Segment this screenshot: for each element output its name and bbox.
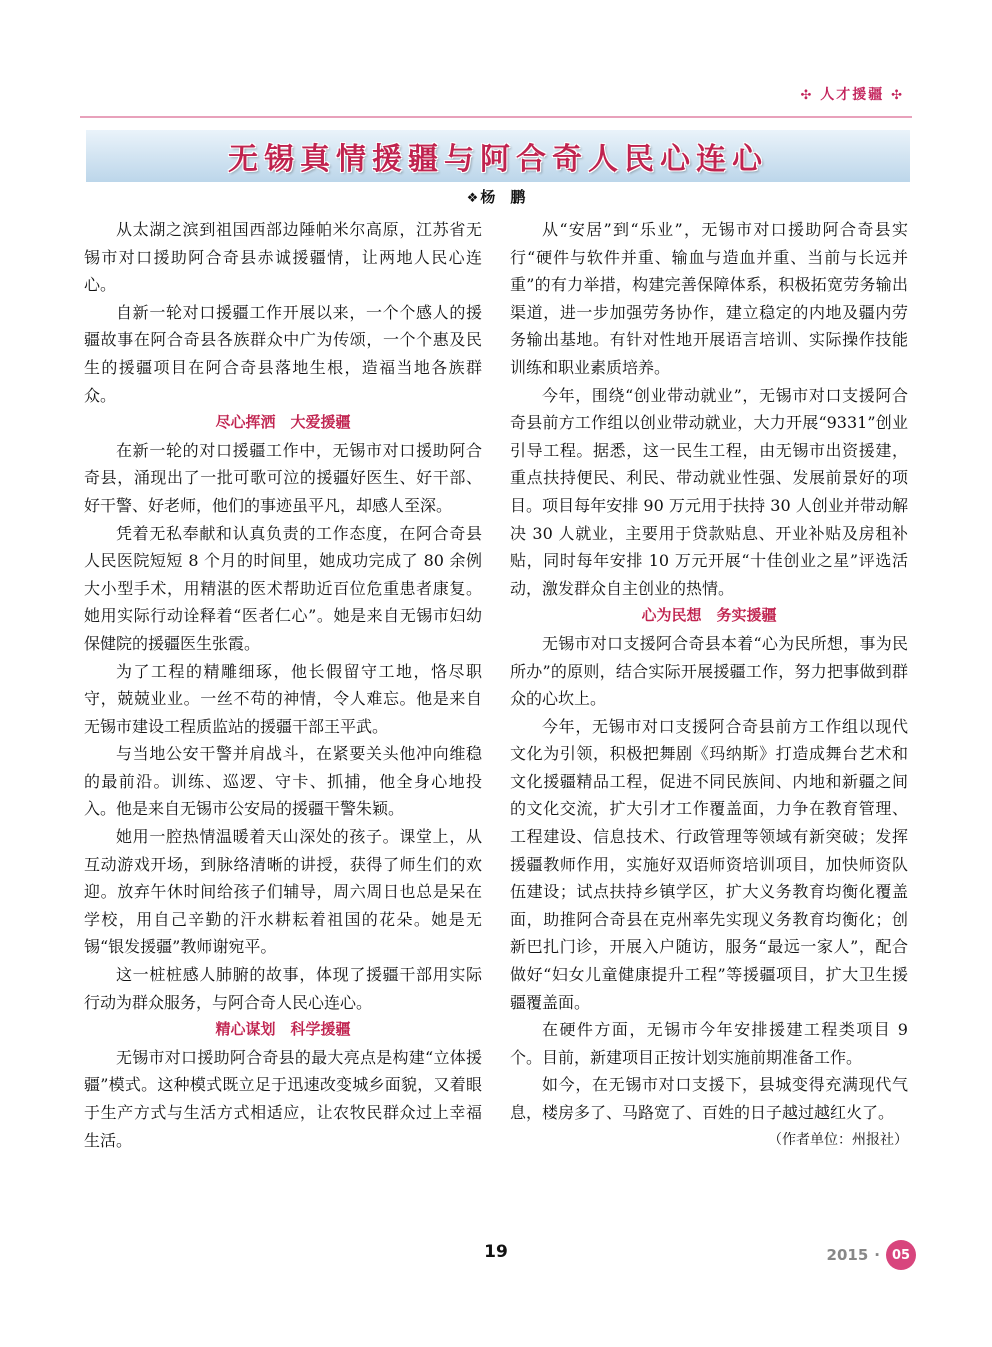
- ornament-icon: ✣: [891, 88, 904, 103]
- body-paragraph: 在新一轮的对口援疆工作中，无锡市对口援助阿合奇县，涌现出了一批可歌可泣的援疆好医生、好干部、好干警、好老师，他们的事迹虽平凡，却感人至深。: [84, 440, 482, 515]
- issue-badge: 05: [886, 1240, 916, 1270]
- title-banner: [86, 130, 910, 182]
- body-paragraph: 自新一轮对口援疆工作开展以来，一个个感人的援疆故事在阿合奇县各族群众中广为传颂，一个个惠及民生的援疆项目在阿合奇县落地生根，造福当地各族群众。: [84, 302, 482, 405]
- right-column: [510, 216, 908, 1154]
- ornament-icon: ✣: [800, 88, 814, 103]
- header-section-tag: [800, 84, 904, 104]
- left-column: [84, 216, 482, 1154]
- author-line: [0, 186, 992, 207]
- section-heading: 精心谋划 科学援疆: [215, 1020, 351, 1039]
- author-name: 杨 鹏: [480, 188, 526, 206]
- section-label: 人才援疆: [820, 87, 885, 103]
- header-divider: [80, 116, 912, 118]
- issue-label: [827, 1240, 916, 1270]
- body-paragraph: 从太湖之滨到祖国西部边陲帕米尔高原，江苏省无锡市对口援助阿合奇县赤诚援疆情，让两地人民心连心。: [84, 220, 482, 295]
- body-paragraph: 这一桩桩感人肺腑的故事，体现了援疆干部用实际行动为群众服务，与阿合奇人民心连心。: [84, 965, 482, 1012]
- issue-year: 2015: [826, 1246, 869, 1264]
- body-paragraph: 今年，无锡市对口支援阿合奇县前方工作组以现代文化为引领，积极把舞剧《玛纳斯》打造成舞台艺术和文化援疆精品工程，促进不同民族间、内地和新疆之间的文化交流，扩大引才工作覆盖面，力争在教育管理、工程建设、信息技术、行政管理等领域有新突破；发挥援疆教师作用，实施好双语师资培训项目，加快师资队伍建设；试点扶持乡镇学区，扩大义务教育均衡化覆盖面，助推阿合奇县在克州率先实现义务教育均衡化；创新巴扎门诊，开展入户随访，服务“最远一家人”，配合做好“妇女儿童健康提升工程”等援疆项目，扩大卫生援疆覆盖面。: [510, 716, 908, 1012]
- page-number: 19: [484, 1242, 508, 1262]
- body-paragraph: 如今，在无锡市对口支援下，县城变得充满现代气息，楼房多了、马路宽了、百姓的日子越过越红火了。: [510, 1075, 908, 1122]
- body-paragraph: 无锡市对口援助阿合奇县的最大亮点是构建“立体援疆”模式。这种模式既立足于迅速改变城乡面貌，又着眼于生产方式与生活方式相适应，让农牧民群众过上幸福生活。: [84, 1047, 482, 1150]
- body-paragraph: 凭着无私奉献和认真负责的工作态度，在阿合奇县人民医院短短 8 个月的时间里，她成功完成了 80 余例大小型手术，用精湛的医术帮助近百位危重患者康复。她用实际行动诠释着“医者仁心”。她是来自无锡市妇幼保健院的援疆医生张霞。: [84, 523, 482, 653]
- body-paragraph: 在硬件方面，无锡市今年安排援建工程类项目 9 个。目前，新建项目正按计划实施前期准备工作。: [510, 1020, 908, 1067]
- body-paragraph: 无锡市对口支援阿合奇县本着“心为民所想，事为民所办”的原则，结合实际开展援疆工作，努力把事做到群众的心坎上。: [510, 633, 908, 709]
- article-title: 无锡真情援疆与阿合奇人民心连心: [228, 142, 768, 177]
- section-heading: 尽心挥洒 大爱援疆: [215, 413, 351, 432]
- body-paragraph: 她用一腔热情温暖着天山深处的孩子。课堂上，从互动游戏开场，到脉络清晰的讲授，获得了师生们的欢迎。放弃午休时间给孩子们辅导，周六周日也总是呆在学校，用自己辛勤的汗水耕耘着祖国的花朵。她是无锡“银发援疆”教师谢宛平。: [84, 827, 482, 957]
- issue-separator: ·: [874, 1246, 880, 1264]
- body-paragraph: 今年，围绕“创业带动就业”，无锡市对口支援阿合奇县前方工作组以创业带动就业，大力开展“9331”创业引导工程。据悉，这一民生工程，由无锡市出资援建，重点扶持便民、利民、带动就业性强、发展前景好的项目。项目每年安排 90 万元用于扶持 30 人创业并带动解决 30 人就业，主要用于贷款贴息、开业补贴及房租补贴，同时每年安排 10 万元开展“十佳创业之星”评选活动，激发群众自主创业的热情。: [510, 385, 908, 598]
- body-paragraph: 为了工程的精雕细琢，他长假留守工地，恪尽职守，兢兢业业。一丝不苟的神情，令人难忘。他是来自无锡市建设工程质监站的援疆干部王平武。: [84, 661, 482, 736]
- diamond-icon: ❖: [466, 191, 479, 206]
- body-paragraph: 从“安居”到“乐业”，无锡市对口援助阿合奇县实行“硬件与软件并重、输血与造血并重、当前与长远并重”的有力举措，构建完善保障体系，积极拓宽劳务输出渠道，进一步加强劳务协作，建立稳定的内地及疆内劳务输出基地。有针对性地开展语言培训、实际操作技能训练和职业素质培养。: [510, 220, 908, 377]
- body-paragraph: 与当地公安干警并肩战斗，在紧要关头他冲向维稳的最前沿。训练、巡逻、守卡、抓捕，他全身心地投入。他是来自无锡市公安局的援疆干警朱颖。: [84, 744, 482, 819]
- author-affiliation: （作者单位：州报社）: [768, 1131, 908, 1148]
- section-heading: 心为民想 务实援疆: [641, 606, 777, 625]
